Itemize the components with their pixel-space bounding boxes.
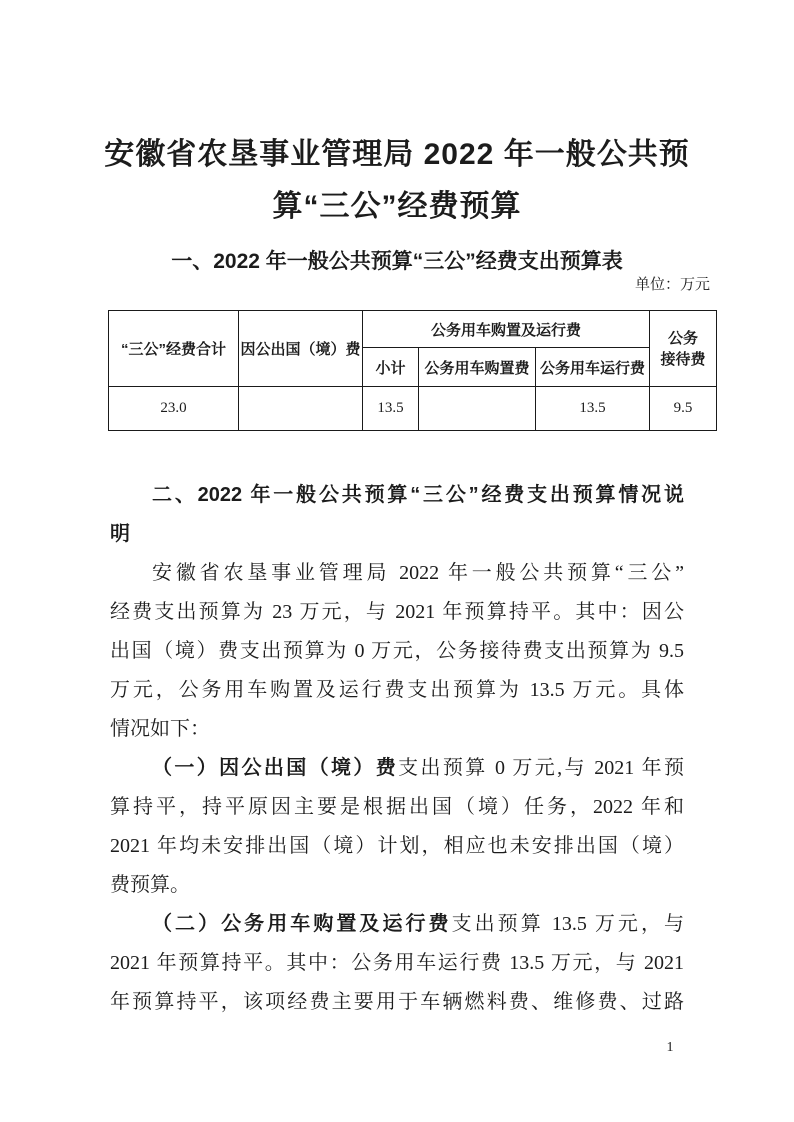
intro-line-1: 安徽省农垦事业管理局 2022 年一般公共预算“三公” bbox=[152, 562, 684, 584]
section2-heading-line2: 明 bbox=[110, 523, 130, 545]
header-abroad-cell: 因公出国（境）费 bbox=[239, 311, 363, 387]
item1-line1-rest: 支出预算 0 万元,与 2021 年预 bbox=[398, 757, 684, 779]
header-total-cell: “三公”经费合计 bbox=[109, 311, 239, 387]
item2-lead: （二）公务用车购置及运行费 bbox=[152, 913, 452, 935]
table-header-row-1 bbox=[109, 311, 717, 348]
document-title-line2: 算“三公”经费预算 bbox=[272, 190, 522, 223]
header-vehicle-subtotal-cell: 小计 bbox=[363, 348, 419, 387]
value-vehicle-operation-cell: 13.5 bbox=[536, 387, 650, 431]
value-total-cell: 23.0 bbox=[109, 387, 239, 431]
item1-line-2: 算持平，持平原因主要是根据出国（境）任务，2022 年和 bbox=[110, 796, 684, 818]
header-reception-line1: 公务 bbox=[668, 329, 699, 347]
value-vehicle-subtotal-cell: 13.5 bbox=[363, 387, 419, 431]
section1-heading: 一、2022 年一般公共预算“三公”经费支出预算表 bbox=[171, 250, 623, 273]
table-unit-note: 单位：万元 bbox=[634, 277, 710, 293]
item1-line-4: 费预算。 bbox=[110, 874, 190, 896]
section2-body bbox=[110, 476, 684, 1022]
value-vehicle-purchase-cell bbox=[419, 387, 536, 431]
intro-line-3: 出国（境）费支出预算为 0 万元，公务接待费支出预算为 9.5 bbox=[110, 640, 684, 662]
intro-line-5: 情况如下： bbox=[110, 718, 210, 740]
header-reception-line2: 接待费 bbox=[660, 350, 706, 368]
header-vehicle-group-cell: 公务用车购置及运行费 bbox=[363, 311, 650, 348]
header-reception-cell bbox=[650, 311, 717, 387]
item1-line-1 bbox=[110, 749, 684, 788]
header-vehicle-purchase-cell: 公务用车购置费 bbox=[419, 348, 536, 387]
item1-lead: （一）因公出国（境）费 bbox=[152, 757, 399, 779]
section2-heading-line1: 二、2022 年一般公共预算“三公”经费支出预算情况说 bbox=[152, 484, 684, 506]
item1-line-3: 2021 年均未安排出国（境）计划，相应也未安排出国（境） bbox=[110, 835, 684, 857]
document-title-line1: 安徽省农垦事业管理局 2022 年一般公共预 bbox=[104, 138, 690, 171]
document-title bbox=[0, 129, 794, 233]
item2-line-2: 2021 年预算持平。其中：公务用车运行费 13.5 万元，与 2021 bbox=[110, 952, 684, 974]
intro-line-2: 经费支出预算为 23 万元，与 2021 年预算持平。其中：因公 bbox=[110, 601, 684, 623]
item2-line-1 bbox=[110, 905, 684, 944]
value-reception-cell: 9.5 bbox=[650, 387, 717, 431]
page-number: 1 bbox=[666, 1040, 674, 1055]
intro-line-4: 万元，公务用车购置及运行费支出预算为 13.5 万元。具体 bbox=[110, 679, 684, 701]
header-vehicle-operation-cell: 公务用车运行费 bbox=[536, 348, 650, 387]
item2-line1-rest: 支出预算 13.5 万元，与 bbox=[451, 913, 684, 935]
three-public-budget-table bbox=[108, 310, 717, 431]
value-abroad-cell bbox=[239, 387, 363, 431]
table-data-row bbox=[109, 387, 717, 431]
item2-line-3: 年预算持平，该项经费主要用于车辆燃料费、维修费、过路 bbox=[110, 991, 684, 1013]
